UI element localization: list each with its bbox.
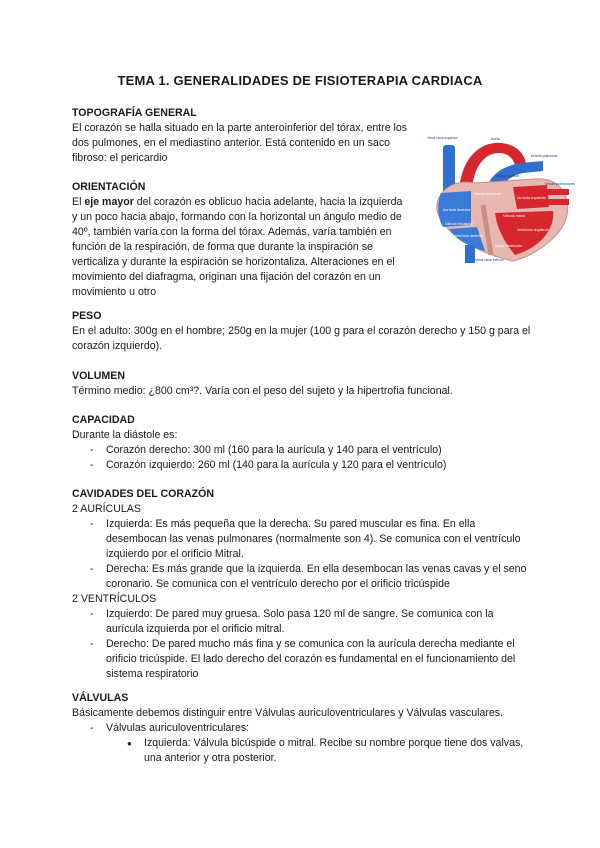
figure-label: Septo ventricular [495, 244, 522, 248]
auriculas-label: 2 AURÍCULAS [72, 503, 141, 515]
figure-label: Venas pulmonares [545, 182, 575, 186]
figure-label: Vena cava inferior [475, 258, 504, 262]
pulmonary-vein [547, 189, 569, 195]
figure-label: Aurícula izquierda [517, 196, 546, 200]
list-item: - Izquierda: Es más pequeña que la derecha. Su pared muscular es fina. En ella desembocan las venas pulmonares (normalmente son 4). Se comunica con el ventrículo izquierdo por el orificio Mitral. [72, 517, 532, 562]
section-orientacion [72, 180, 406, 300]
section-text: El corazón se halla situado en la parte anteroinferior del tórax, entre los dos pulmones, en el mediastino anterior. Está contenido en un saco fibroso: el pericardio [72, 122, 408, 164]
section-intro: Básicamente debemos distinguir entre Válvulas auriculoventriculares y Válvulas vasculares. [72, 707, 504, 719]
bold-term: eje mayor [84, 196, 134, 208]
list-item: - Derecha: Es más grande que la izquierda. En ella desembocan las venas cavas y el seno coronario. Se comunica con el ventrículo derecho por el orificio tricúspide [72, 562, 532, 592]
figure-label: Válvula pulmonar [473, 192, 501, 196]
section-heading: PESO [72, 310, 102, 322]
list-item: - Derecho: De pared mucho más fina y se comunica con la aurícula derecha mediante el orificio tricúspide. El lado derecho del corazón es fundamental en el funcionamiento del sistema respiratorio [72, 637, 532, 682]
section-intro: Durante la diástole es: [72, 429, 178, 441]
list-item: - Izquierdo: De pared muy gruesa. Solo pasa 120 ml de sangre. Se comunica con la aurícula izquierda por el orificio mitral. [72, 607, 532, 637]
section-peso [72, 309, 532, 354]
inferior-vena-cava [465, 245, 475, 263]
list-item: ● Izquierda: Válvula bicúspide o mitral. Recibe su nombre porque tiene dos valvas, una anterior y otra posterior. [72, 736, 542, 766]
figure-label: Válvula mitral [503, 214, 525, 218]
section-heading: TOPOGRAFÍA GENERAL [72, 107, 197, 119]
section-volumen [72, 369, 542, 399]
figure-label: Ventrículo derecho [453, 234, 483, 238]
list-item: - Corazón derecho: 300 ml (160 para la aurícula y 140 para el ventrículo) [72, 443, 542, 458]
section-heading: CAPACIDAD [72, 414, 135, 426]
section-heading: VOLUMEN [72, 370, 125, 382]
pulmonary-vein [547, 199, 569, 205]
ventriculos-label: 2 VENTRÍCULOS [72, 593, 157, 605]
section-text: Término medio: ¿800 cm³?. Varía con el peso del sujeto y la hipertrofia funcional. [72, 385, 453, 397]
text-part: del corazón es oblicuo hacia adelante, hacia la izquierda y un poco hacia abajo, formando con la horizontal un ángulo medio de 40º, también varía con la forma del tórax. Además, varía también en función de la respiración, de forma que durante la inspiración se verticaliza y durante la espiración se horizontaliza. Alteraciones en el movimiento del diafragma, originan una fijación del corazón en un movimiento u otro [72, 196, 403, 298]
section-valvulas [72, 691, 542, 766]
figure-label: Válvula tricúspide [445, 222, 474, 226]
section-topografia [72, 106, 412, 166]
figure-label: Vena cava superior [427, 136, 458, 140]
figure-label: Arteria pulmonar [531, 154, 558, 158]
capacidad-list [72, 443, 542, 473]
figure-label: Aorta [491, 137, 500, 141]
auriculas-list [72, 517, 532, 592]
page-title: TEMA 1. GENERALIDADES DE FISIOTERAPIA CARDIACA [117, 73, 483, 88]
section-text: En el adulto: 300g en el hombre; 250g en la mujer (100 g para el corazón derecho y 150 g para el corazón izquierdo). [72, 325, 531, 352]
valvulas-list [72, 721, 542, 736]
section-text [72, 195, 406, 300]
section-heading: CAVIDADES DEL CORAZÓN [72, 488, 215, 500]
list-item: - Válvulas auriculoventriculares: [72, 721, 542, 736]
text-part: El [72, 196, 85, 208]
section-heading: VÁLVULAS [72, 692, 129, 704]
figure-label: Aurícula derecha [443, 208, 471, 212]
ventriculos-list [72, 607, 532, 682]
list-item: - Corazón izquierdo: 260 ml (140 para la aurícula y 120 para el ventrículo) [72, 458, 542, 473]
figure-label: Válvula aórtica [495, 174, 519, 178]
section-capacidad [72, 413, 542, 473]
section-cavidades [72, 487, 532, 682]
valvulas-sublist [72, 736, 542, 766]
heart-anatomy-diagram [425, 133, 575, 263]
section-heading: ORIENTACIÓN [72, 181, 146, 193]
figure-label: Ventrículo izquierdo [517, 228, 549, 232]
